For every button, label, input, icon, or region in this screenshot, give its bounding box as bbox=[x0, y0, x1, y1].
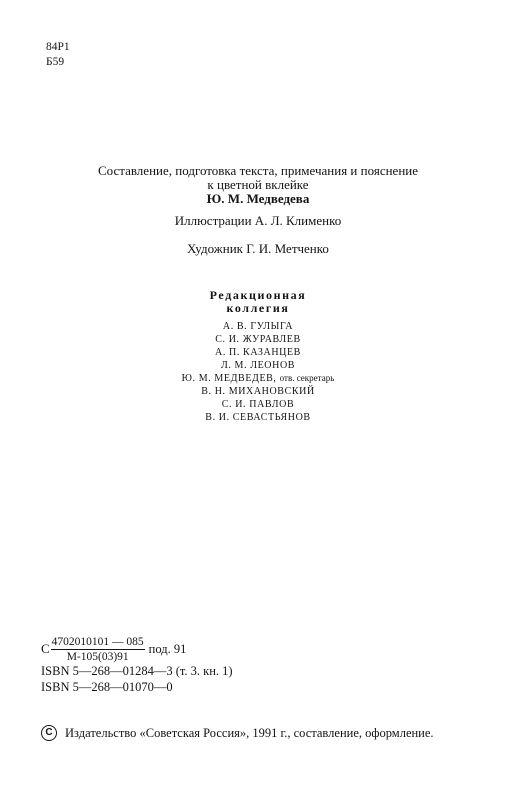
board-member bbox=[0, 346, 516, 359]
board-member bbox=[0, 385, 516, 398]
member-name: С. И. ЖУРАВЛЕВ bbox=[215, 334, 301, 345]
member-name: Л. М. ЛЕОНОВ bbox=[220, 360, 296, 371]
fraction-denominator: М-105(03)91 bbox=[66, 650, 129, 663]
board-member bbox=[0, 333, 516, 346]
isbn-volume: ISBN 5—268—01284—3 (т. 3. кн. 1) bbox=[41, 664, 233, 678]
member-name: С. И. ПАВЛОВ bbox=[221, 399, 295, 410]
illustrations-credit: Иллюстрации А. Л. Клименко bbox=[174, 213, 342, 228]
compilation-credit-line-2: к цветной вклейке bbox=[207, 177, 309, 192]
board-member bbox=[0, 372, 516, 385]
artist-credit: Художник Г. И. Метченко bbox=[187, 241, 329, 256]
member-name: Ю. М. МЕДВЕДЕВ, bbox=[181, 373, 277, 384]
publication-code-fraction bbox=[51, 636, 145, 663]
isbn-set: ISBN 5—268—01070—0 bbox=[41, 680, 173, 694]
board-member bbox=[0, 411, 516, 424]
copyright-icon: C bbox=[41, 725, 57, 741]
board-member bbox=[0, 320, 516, 333]
compilation-credit-line-1: Составление, подготовка текста, примечания и пояснение bbox=[97, 163, 419, 178]
member-name: В. И. СЕВАСТЬЯНОВ bbox=[205, 412, 311, 423]
compiler-name: Ю. М. Медведева bbox=[206, 191, 310, 206]
publication-code bbox=[41, 635, 233, 663]
author-mark: Б59 bbox=[46, 56, 65, 68]
member-role: отв. секретарь bbox=[279, 373, 335, 383]
board-member bbox=[0, 398, 516, 411]
editorial-board-heading-line-2: коллегия bbox=[226, 301, 290, 315]
member-name: А. П. КАЗАНЦЕВ bbox=[215, 347, 301, 358]
publication-code-letter: С bbox=[41, 641, 50, 656]
copyright-text: Издательство «Советская Россия», 1991 г., составление, оформление. bbox=[65, 725, 434, 740]
imprint-block bbox=[41, 635, 233, 695]
board-member bbox=[0, 359, 516, 372]
copyright-line bbox=[41, 725, 434, 741]
editorial-board-heading-line-1: Редакционная bbox=[209, 288, 307, 302]
fraction-numerator: 4702010101 — 085 bbox=[51, 635, 144, 648]
bbk-code: 84Р1 bbox=[46, 41, 70, 53]
publication-code-tail: под. 91 bbox=[148, 641, 187, 656]
member-name: А. В. ГУЛЫГА bbox=[222, 321, 294, 332]
classification-codes bbox=[46, 40, 70, 70]
editorial-board-list bbox=[0, 320, 516, 424]
member-name: В. Н. МИХАНОВСКИЙ bbox=[201, 386, 315, 397]
